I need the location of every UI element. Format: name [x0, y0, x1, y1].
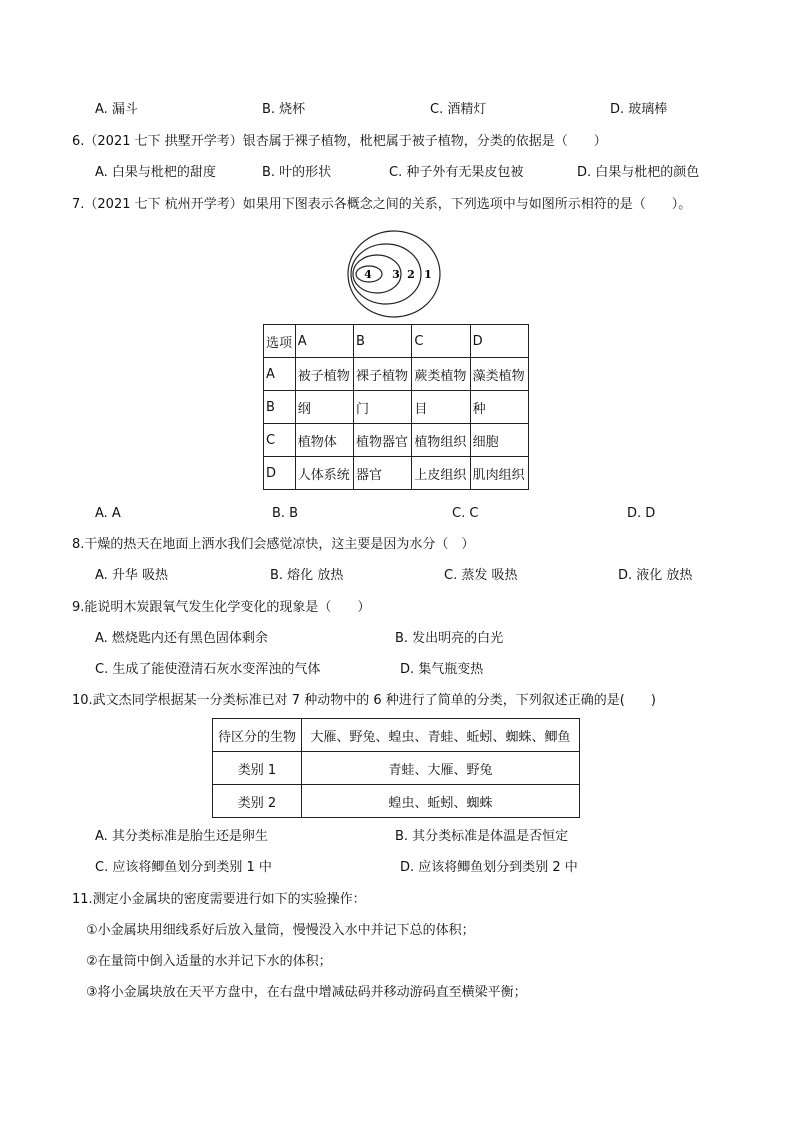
q10-option-b: B. 其分类标准是体温是否恒定	[395, 829, 569, 844]
table-row	[264, 424, 529, 457]
q7-option-c: C. C	[452, 506, 479, 521]
table-cell: 细胞	[470, 424, 528, 457]
table-cell: 被子植物	[295, 358, 353, 391]
q10-option-a: A. 其分类标准是胎生还是卵生	[95, 829, 268, 844]
table-cell: 目	[412, 391, 470, 424]
table-row	[213, 785, 580, 818]
table-cell: 纲	[295, 391, 353, 424]
q8-option-b: B. 熔化 放热	[270, 568, 344, 583]
q9-option-b: B. 发出明亮的白光	[395, 631, 504, 646]
table-cell: 裸子植物	[354, 358, 412, 391]
table-cell: 植物器官	[354, 424, 412, 457]
q10-option-c: C. 应该将鲫鱼划分到类别 1 中	[95, 860, 272, 875]
table-cell: 种	[470, 391, 528, 424]
concept-nested-ellipses-diagram	[344, 228, 444, 320]
q9-option-a: A. 燃烧匙内还有黑色固体剩余	[95, 631, 268, 646]
table-row	[264, 391, 529, 424]
q11-step-2: ②在量筒中倒入适量的水并记下水的体积；	[86, 954, 332, 969]
table-cell: 类别 2	[213, 785, 302, 818]
q8-option-a: A. 升华 吸热	[95, 568, 169, 583]
q7-option-d: D. D	[627, 506, 656, 521]
q6-option-b: B. 叶的形状	[262, 165, 332, 180]
q7-option-b: B. B	[272, 506, 299, 521]
q7-stem: 7.（2021 七下 杭州开学考）如果用下图表示各概念之间的关系，下列选项中与如图所示相符的是（ ）。	[72, 197, 692, 212]
table-cell: 蕨类植物	[412, 358, 470, 391]
q5-option-c: C. 酒精灯	[430, 102, 487, 117]
table-cell: 器官	[354, 457, 412, 490]
q8-option-c: C. 蒸发 吸热	[444, 568, 518, 583]
q5-option-d: D. 玻璃棒	[610, 102, 668, 117]
q6-option-d: D. 白果与枇杷的颜色	[577, 165, 700, 180]
table-row	[213, 752, 580, 785]
table-cell: 上皮组织	[412, 457, 470, 490]
q6-option-c: C. 种子外有无果皮包被	[389, 165, 524, 180]
table-cell: D	[470, 325, 528, 358]
table-cell: A	[295, 325, 353, 358]
q10-stem: 10.武文杰同学根据某一分类标准已对 7 种动物中的 6 种进行了简单的分类，下列叙述正确的是( )	[72, 693, 656, 708]
table-cell: 大雁、野兔、蝗虫、青蛙、蚯蚓、蜘蛛、鲫鱼	[302, 719, 580, 752]
table-row	[213, 719, 580, 752]
q6-option-a: A. 白果与枇杷的甜度	[95, 165, 216, 180]
table-cell: 植物体	[295, 424, 353, 457]
q5-option-b: B. 烧杯	[262, 102, 306, 117]
table-cell: B	[264, 391, 296, 424]
q6-stem: 6.（2021 七下 拱墅开学考）银杏属于裸子植物，枇杷属于被子植物，分类的依据是（ ）	[72, 134, 607, 149]
q8-option-d: D. 液化 放热	[618, 568, 693, 583]
table-cell: 选项	[264, 325, 296, 358]
table-cell: 待区分的生物	[213, 719, 302, 752]
q11-step-3: ③将小金属块放在天平方盘中，在右盘中增减砝码并移动游码直至横梁平衡；	[86, 985, 527, 1000]
table-row	[264, 325, 529, 358]
table-cell: 藻类植物	[470, 358, 528, 391]
q10-option-d: D. 应该将鲫鱼划分到类别 2 中	[400, 860, 578, 875]
table-row	[264, 457, 529, 490]
table-cell: 蝗虫、蚯蚓、蜘蛛	[302, 785, 580, 818]
label-4: 4	[364, 268, 372, 281]
q9-option-c: C. 生成了能使澄清石灰水变浑浊的气体	[95, 662, 321, 677]
table-cell: 人体系统	[295, 457, 353, 490]
label-1: 1	[424, 268, 432, 281]
q9-stem: 9.能说明木炭跟氧气发生化学变化的现象是（ ）	[72, 600, 371, 615]
table-row	[264, 358, 529, 391]
table-cell: A	[264, 358, 296, 391]
q7-options-table	[263, 324, 529, 490]
q5-option-a: A. 漏斗	[95, 102, 138, 117]
table-cell: C	[412, 325, 470, 358]
table-cell: C	[264, 424, 296, 457]
table-cell: 植物组织	[412, 424, 470, 457]
q11-stem: 11.测定小金属块的密度需要进行如下的实验操作：	[72, 892, 366, 907]
q10-classification-table	[212, 718, 580, 818]
label-3: 3	[392, 268, 400, 281]
q9-option-d: D. 集气瓶变热	[400, 662, 484, 677]
q7-option-a: A. A	[95, 506, 121, 521]
label-2: 2	[407, 268, 415, 281]
table-cell: 青蛙、大雁、野兔	[302, 752, 580, 785]
table-cell: 门	[354, 391, 412, 424]
table-cell: B	[354, 325, 412, 358]
q8-stem: 8.干燥的热天在地面上洒水我们会感觉凉快，这主要是因为水分（ ）	[72, 537, 475, 552]
table-cell: 肌肉组织	[470, 457, 528, 490]
table-cell: 类别 1	[213, 752, 302, 785]
q11-step-1: ①小金属块用细线系好后放入量筒，慢慢没入水中并记下总的体积；	[86, 923, 475, 938]
table-cell: D	[264, 457, 296, 490]
